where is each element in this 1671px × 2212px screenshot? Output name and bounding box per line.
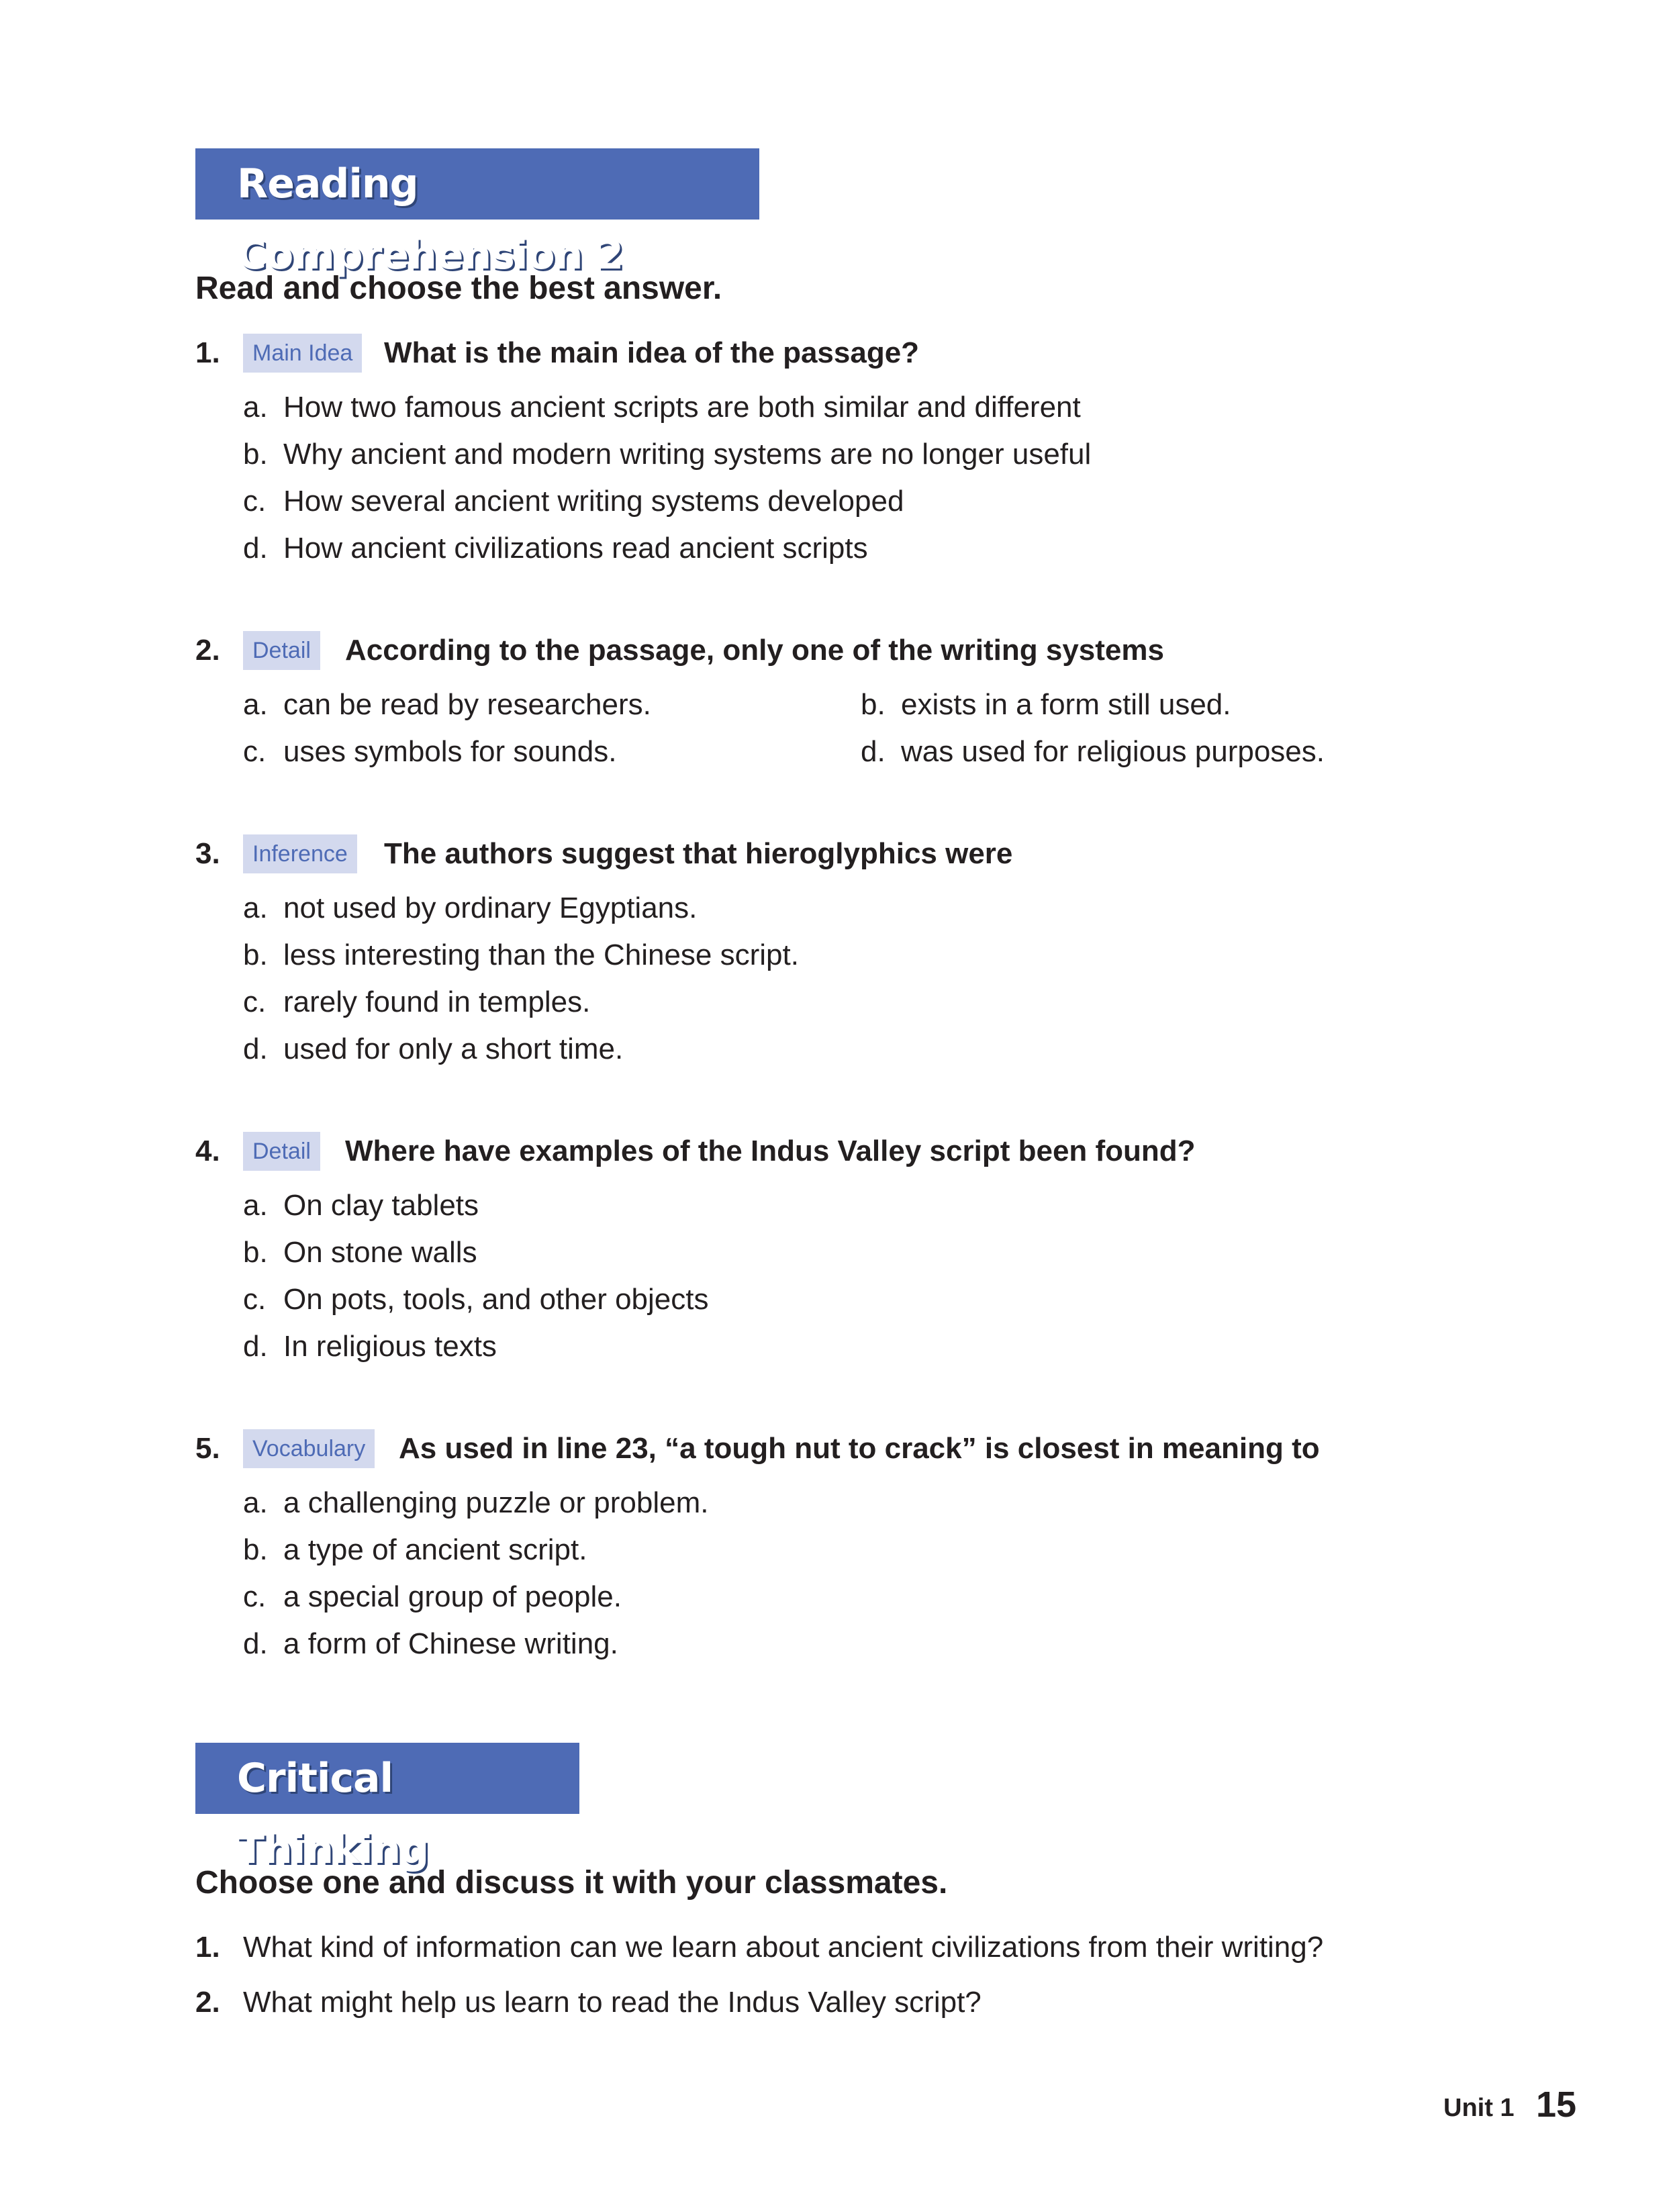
question-1-tag: Main Idea <box>243 334 362 373</box>
question-5-option-d: d. a form of Chinese writing. <box>243 1627 618 1660</box>
question-4-option-a: a. On clay tablets <box>243 1189 479 1222</box>
question-1-option-b: b. Why ancient and modern writing systems are no longer useful <box>243 438 1092 471</box>
discussion-item-2-number: 2. <box>195 1986 220 2019</box>
question-5-text: As used in line 23, “a tough nut to crack” is closest in meaning to <box>399 1432 1320 1465</box>
question-2-number: 2. <box>195 634 220 667</box>
footer-unit-label: Unit 1 <box>1443 2094 1515 2122</box>
question-5-option-b: b. a type of ancient script. <box>243 1533 587 1566</box>
question-3-option-b: b. less interesting than the Chinese script. <box>243 939 799 971</box>
question-3-option-d: d. used for only a short time. <box>243 1032 624 1065</box>
question-3-option-c: c. rarely found in temples. <box>243 985 591 1018</box>
question-2-option-c: c. uses symbols for sounds. <box>243 735 617 768</box>
instruction-critical-thinking: Choose one and discuss it with your classmates. <box>195 1865 948 1901</box>
question-1-option-d: d. How ancient civilizations read ancient scripts <box>243 532 868 565</box>
question-2-option-a: a. can be read by researchers. <box>243 688 651 721</box>
question-4-text: Where have examples of the Indus Valley script been found? <box>345 1135 1196 1167</box>
question-5-number: 5. <box>195 1432 220 1465</box>
question-3-number: 3. <box>195 837 220 870</box>
question-4-option-d: d. In religious texts <box>243 1330 497 1363</box>
page-number: 15 <box>1536 2084 1577 2125</box>
discussion-item-1-number: 1. <box>195 1931 220 1964</box>
instruction-reading: Read and choose the best answer. <box>195 271 722 306</box>
question-5-option-c: c. a special group of people. <box>243 1580 622 1613</box>
question-2-text: According to the passage, only one of the writing systems <box>345 634 1164 667</box>
question-1-text: What is the main idea of the passage? <box>384 336 920 369</box>
question-3-option-a: a. not used by ordinary Egyptians. <box>243 892 698 924</box>
question-4-option-b: b. On stone walls <box>243 1236 477 1269</box>
question-3-text: The authors suggest that hieroglyphics were <box>384 837 1013 870</box>
discussion-item-2-text: What might help us learn to read the Indus Valley script? <box>243 1986 982 2019</box>
question-1-option-a: a. How two famous ancient scripts are both similar and different <box>243 391 1081 424</box>
question-1-number: 1. <box>195 336 220 369</box>
question-1-option-c: c. How several ancient writing systems developed <box>243 485 904 518</box>
question-3-tag: Inference <box>243 834 357 873</box>
question-5-option-a: a. a challenging puzzle or problem. <box>243 1486 709 1519</box>
question-4-tag: Detail <box>243 1132 320 1171</box>
question-4-number: 4. <box>195 1135 220 1167</box>
question-4-option-c: c. On pots, tools, and other objects <box>243 1283 709 1316</box>
question-5-tag: Vocabulary <box>243 1429 375 1468</box>
question-2-option-d: d. was used for religious purposes. <box>861 735 1325 768</box>
question-2-tag: Detail <box>243 631 320 670</box>
section-title-reading-comprehension: Reading Comprehension 2 <box>195 148 759 220</box>
discussion-item-1-text: What kind of information can we learn about ancient civilizations from their writing? <box>243 1931 1324 1964</box>
question-2-option-b: b. exists in a form still used. <box>861 688 1231 721</box>
section-title-critical-thinking: Critical Thinking <box>195 1743 579 1814</box>
